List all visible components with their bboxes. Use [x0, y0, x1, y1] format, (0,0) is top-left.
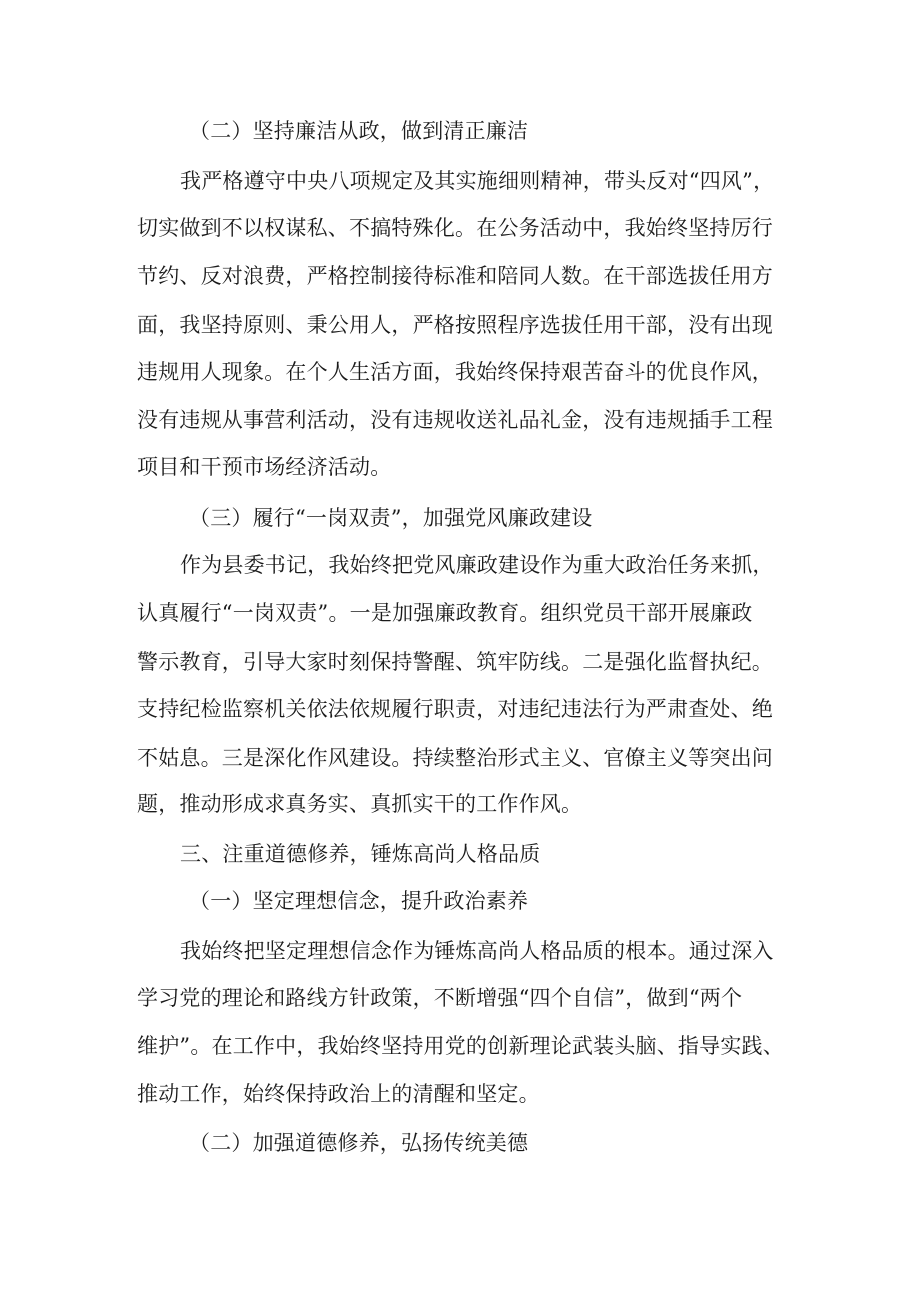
paragraph-line: 我严格遵守中央八项规定及其实施细则精神，带头反对“四风”， [180, 169, 775, 193]
paragraph-line: 推动工作，始终保持政治上的清醒和坚定。 [137, 1082, 540, 1106]
paragraph-line: 我始终把坚定理想信念作为锤炼高尚人格品质的根本。通过深入 [180, 939, 774, 963]
paragraph-line: 节约、反对浪费，严格控制接待标准和陪同人数。在干部选拔任用方 [137, 264, 773, 288]
section-heading-3: 三、注重道德修养，锤炼高尚人格品质 [180, 842, 541, 866]
paragraph-line: 题，推动形成求真务实、真抓实干的工作作风。 [137, 792, 583, 816]
subheading-3: （三）履行“一岗双责”，加强党风廉政建设 [189, 506, 593, 530]
subheading-1: （一）坚定理想信念，提升政治素养 [189, 889, 529, 913]
paragraph-line: 学习党的理论和路线方针政策，不断增强“四个自信”，做到“两个 [137, 986, 743, 1010]
paragraph-line: 支持纪检监察机关依法依规履行职责，对违纪违法行为严肃查处、绝 [137, 697, 773, 721]
paragraph-line: 警示教育，引导大家时刻保持警醒、筑牢防线。二是强化监督执纪。 [137, 650, 773, 674]
paragraph-line: 作为县委书记，我始终把党风廉政建设作为重大政治任务来抓， [180, 553, 774, 577]
paragraph-line: 不姑息。三是深化作风建设。持续整治形式主义、官僚主义等突出问 [137, 746, 773, 770]
paragraph-line: 维护”。在工作中，我始终坚持用党的创新理论武装头脑、指导实践、 [137, 1034, 784, 1058]
paragraph-line: 项目和干预市场经济活动。 [137, 455, 392, 479]
paragraph-line: 认真履行“一岗双责”。一是加强廉政教育。组织党员干部开展廉政 [137, 601, 753, 625]
paragraph-line: 违规用人现象。在个人生活方面，我始终保持艰苦奋斗的优良作风， [137, 360, 773, 384]
paragraph-line: 切实做到不以权谋私、不搞特殊化。在公务活动中，我始终坚持厉行 [137, 216, 773, 240]
subheading-2: （二）坚持廉洁从政，做到清正廉洁 [189, 119, 529, 143]
subheading-2b: （二）加强道德修养，弘扬传统美德 [189, 1131, 529, 1155]
paragraph-line: 没有违规从事营利活动，没有违规收送礼品礼金，没有违规插手工程 [137, 408, 773, 432]
paragraph-line: 面，我坚持原则、秉公用人，严格按照程序选拔任用干部，没有出现 [137, 313, 773, 337]
